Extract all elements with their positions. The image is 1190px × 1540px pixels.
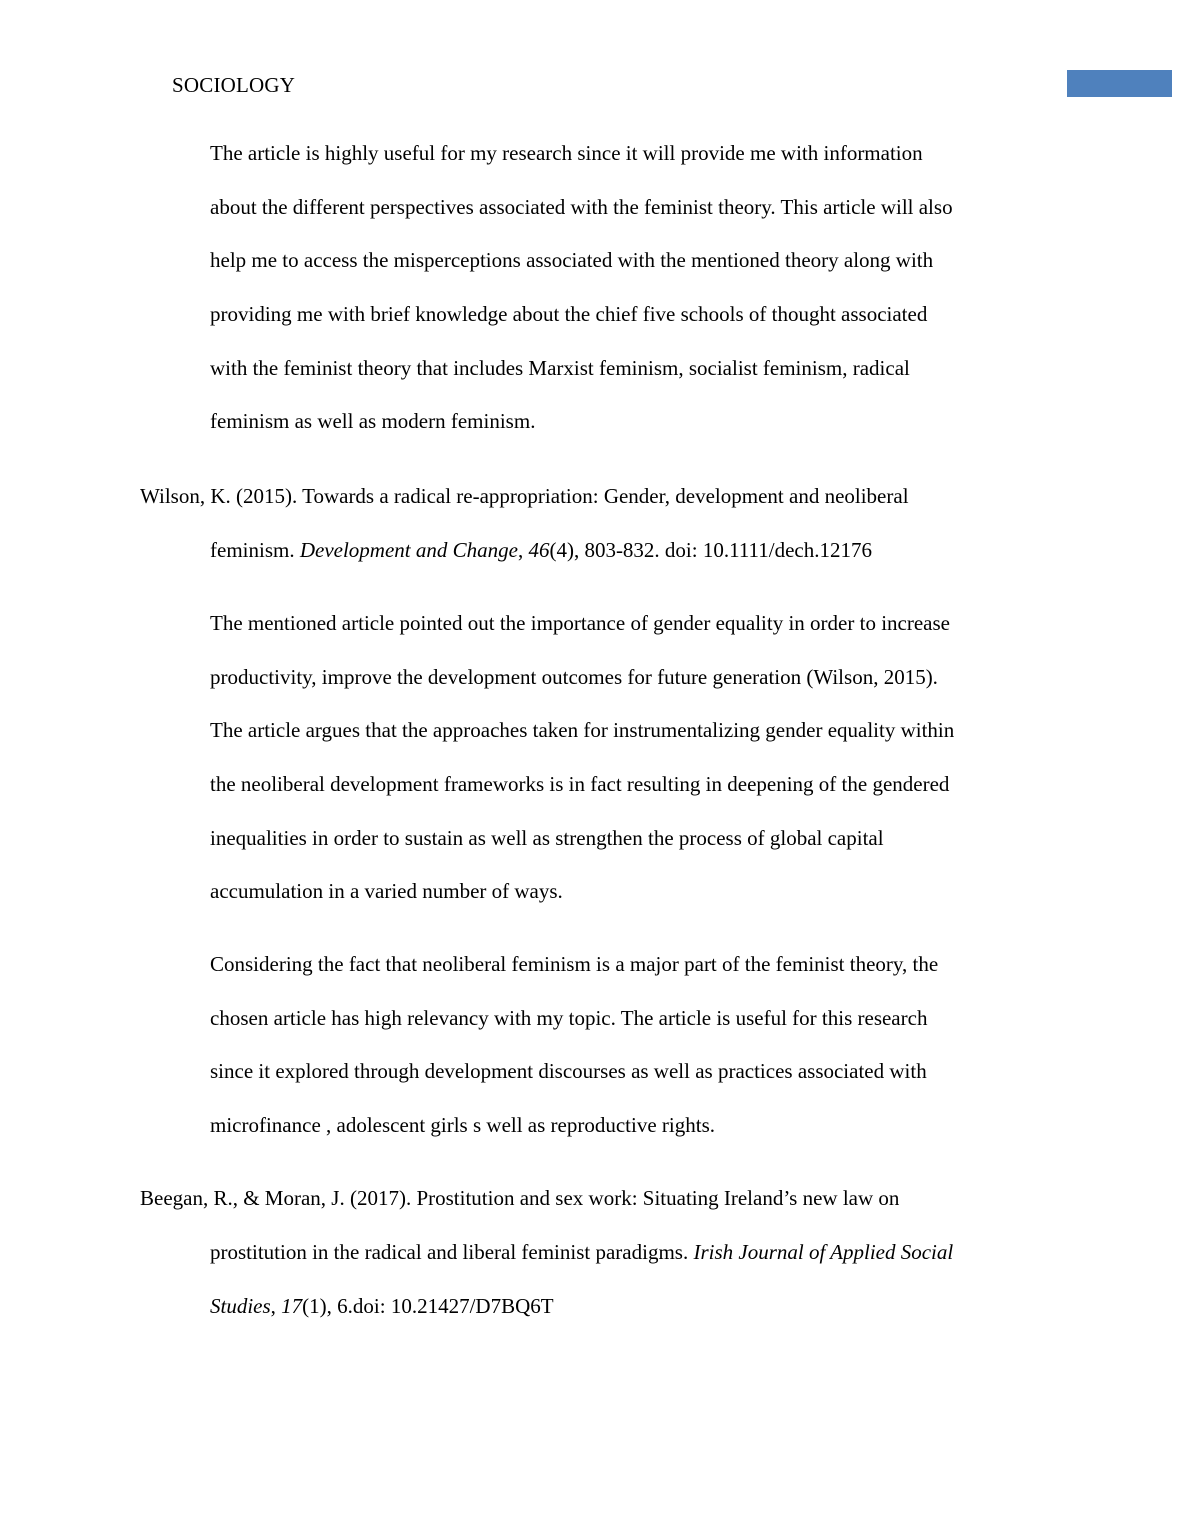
annotation-paragraph-1: [210, 126, 1050, 448]
paragraph-line: The article argues that the approaches taken for instrumentalizing gender equality within: [210, 718, 955, 743]
page-number-box: [1067, 70, 1172, 97]
reference-text: (4), 803-832. doi: 10.1111/dech.12176: [549, 538, 872, 562]
reference-wilson-line-1: Wilson, K. (2015). Towards a radical re-appropriation: Gender, development and neoliberal: [140, 484, 909, 508]
journal-title: Studies: [210, 1294, 271, 1318]
journal-title: Irish Journal of Applied Social: [693, 1240, 954, 1264]
paragraph-line: the neoliberal development frameworks is in fact resulting in deepening of the gendered: [210, 772, 950, 797]
paragraph-line: help me to access the misperceptions associated with the mentioned theory along with: [210, 248, 934, 273]
annotation-paragraph-3: [210, 937, 1050, 1152]
paragraph-line: providing me with brief knowledge about the chief five schools of thought associated: [210, 302, 928, 327]
paragraph-line: productivity, improve the development outcomes for future generation (Wilson, 2015).: [210, 664, 938, 689]
reference-separator: ,: [517, 538, 529, 562]
reference-beegan-line-3: [210, 1279, 554, 1333]
reference-separator: ,: [270, 1294, 282, 1318]
journal-title: Development and Change: [299, 538, 518, 562]
paragraph-line: The article is highly useful for my research since it will provide me with information: [210, 141, 923, 165]
paragraph-line: feminism as well as modern feminism.: [210, 409, 536, 434]
reference-beegan-line-2: [210, 1225, 953, 1279]
paragraph-line: microfinance , adolescent girls s well as reproductive rights.: [210, 1113, 716, 1138]
journal-volume: 17: [281, 1294, 303, 1318]
annotation-paragraph-2: [210, 596, 1050, 918]
paragraph-line: with the feminist theory that includes Marxist feminism, socialist feminism, radical: [210, 355, 910, 380]
paragraph-line: accumulation in a varied number of ways.: [210, 879, 563, 904]
reference-beegan-line-1: Beegan, R., & Moran, J. (2017). Prostitution and sex work: Situating Ireland’s new law on: [140, 1186, 900, 1210]
reference-text: (1), 6.doi: 10.21427/D7BQ6T: [302, 1294, 554, 1318]
reference-wilson-line-2: [210, 523, 872, 577]
paragraph-line: about the different perspectives associated with the feminist theory. This article will also: [210, 194, 953, 219]
running-head: SOCIOLOGY: [172, 73, 296, 97]
journal-volume: 46: [528, 538, 550, 562]
paragraph-line: since it explored through development discourses as well as practices associated with: [210, 1059, 927, 1084]
paragraph-line: chosen article has high relevancy with my topic. The article is useful for this research: [210, 1005, 928, 1030]
paragraph-line: Considering the fact that neoliberal feminism is a major part of the feminist theory, the: [210, 952, 939, 976]
paragraph-line: The mentioned article pointed out the importance of gender equality in order to increase: [210, 611, 950, 635]
reference-text: feminism.: [210, 538, 300, 562]
reference-text: prostitution in the radical and liberal feminist paradigms.: [210, 1240, 694, 1264]
paragraph-line: inequalities in order to sustain as well as strengthen the process of global capital: [210, 825, 884, 850]
